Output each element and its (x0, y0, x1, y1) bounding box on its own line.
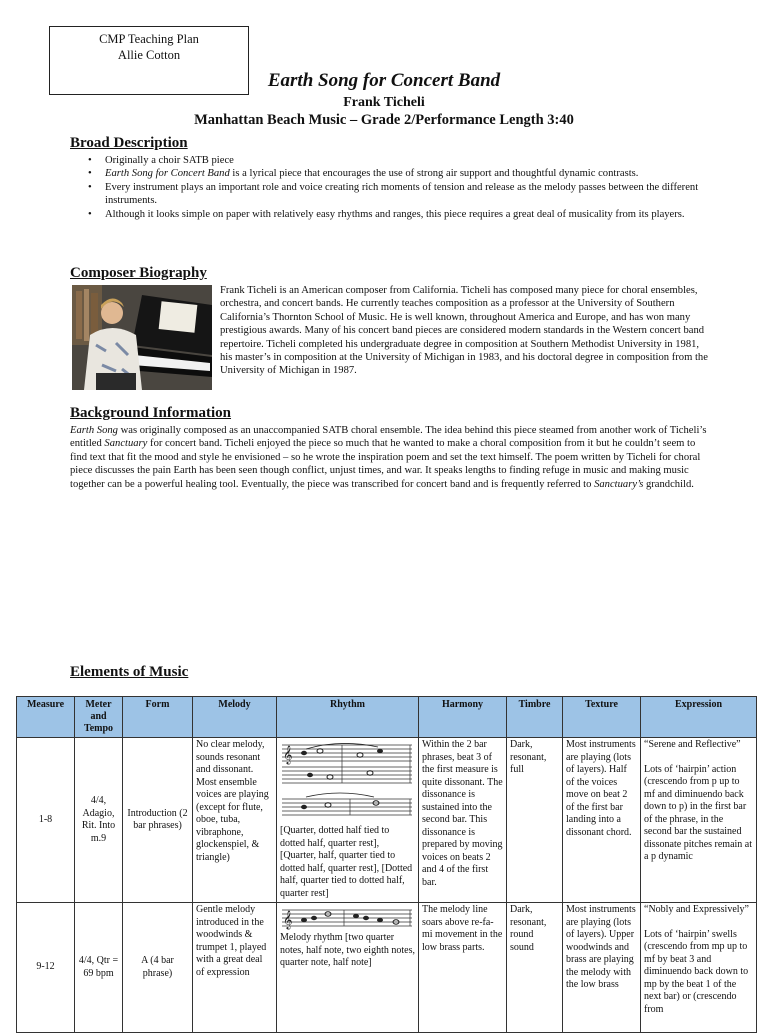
broad-description-list (70, 154, 710, 221)
svg-text:𝄞: 𝄞 (283, 910, 293, 929)
column-header: Meter and Tempo (75, 697, 123, 738)
bullet-icon: • (88, 168, 92, 180)
rhythm-text: Melody rhythm [two quarter notes, half note, two eighth notes, quarter note, half note] (280, 932, 415, 968)
elements-of-music-table (16, 696, 757, 1033)
expression-marking: “Nobly and Expressively” (644, 904, 749, 915)
composer-biography-heading: Composer Biography (70, 265, 207, 281)
column-header: Texture (563, 697, 641, 738)
background-information-text: Earth Song was originally composed as an unaccompanied SATB choral ensemble. The idea behind this piece steamed from another work of Ticheli’s entitled Sanctuary for concert band. Ticheli enjoyed the piece so much that he wanted to make a choral composition from it but he couldn’t seem to find text that fit the mood and style he envisioned – so he wrote the inspiration poem and set the text himself. The poem written by Ticheli for choral piece discusses the pain Earth has been seen though conflict, unjust times, and war. It speaks lengths to finding refuge in music and making music together can be a powerful healing tool. Eventually, the piece was transcribed for concert band and is frequently referred to Sanctuary’s grandchild. (70, 425, 707, 490)
rhythm-text: [Quarter, dotted half tied to dotted half, quarter rest], [Quarter, half, quarter tied to dotted half, quarter rest], [Dotted half, quarter tied to dotted half, quarter rest] (280, 825, 413, 899)
melody-cell: Gentle melody introduced in the woodwinds & trumpet 1, played with a great deal of expression (193, 903, 277, 1033)
list-item: • Although it looks simple on paper with relatively easy rhythms and ranges, this piece requires a great deal of musicality from its players. (88, 208, 685, 220)
column-header: Melody (193, 697, 277, 738)
music-notation-image (280, 906, 414, 932)
column-header: Expression (641, 697, 757, 738)
column-header: Rhythm (277, 697, 419, 738)
meter-cell: 4/4, Qtr = 69 bpm (75, 903, 123, 1033)
piece-title: Earth Song for Concert Band (267, 70, 501, 91)
author-name: Allie Cotton (117, 48, 181, 62)
expression-notes: Lots of ‘hairpin’ swells (crescendo from mp up to mf by beat 3 and diminuendo back down to mp by the beat 1 of the next bar) or (crescendo from (644, 928, 749, 1015)
expression-cell (641, 738, 757, 903)
composer-name: Frank Ticheli (343, 95, 425, 110)
list-item: • Every instrument plays an important role and voice creating rich moments of tension and release as the melody passes between the different instruments. (88, 181, 699, 207)
bullet-icon: • (88, 208, 92, 220)
column-header: Measure (17, 697, 75, 738)
table-header-row (17, 697, 757, 738)
form-cell: Introduction (2 bar phrases) (123, 738, 193, 903)
bullet-icon: • (88, 155, 92, 166)
texture-cell: Most instruments are playing (lots of layers). Upper woodwinds and brass are playing the melody with the low brass (563, 903, 641, 1033)
broad-description-heading: Broad Description (70, 135, 188, 151)
composer-biography-text: Frank Ticheli is an American composer from California. Ticheli has composed many piece for choral ensembles, orchestra, and concert bands. He currently teaches composition as a professor at the University of Southern California’s Thornton School of Music. He is well known, throughout America and Europe, and has won many prestigious awards. Many of his concert band pieces are considered modern standards in the Western concert band repertoire. Ticheli completed his undergraduate degree in composition at Southern Methodist University in 1981, his master’s in composition at the University of Michigan in 1983, and his doctoral degree in composition from the University of Michigan in 1987. (220, 285, 708, 377)
rhythm-cell (277, 903, 419, 1033)
form-cell: A (4 bar phrase) (123, 903, 193, 1033)
measure-cell: 1-8 (17, 738, 75, 903)
publisher-line: Manhattan Beach Music – Grade 2/Performance Length 3:40 (194, 112, 574, 128)
background-information-heading: Background Information (70, 405, 232, 421)
texture-cell: Most instruments are playing (lots of layers). Half of the voices move on beat 2 of the first bar landing into a dissonant chord. (563, 738, 641, 903)
list-item: • Earth Song for Concert Band is a lyrical piece that encourages the use of strong air support and thoughtful dynamic contrasts. (88, 168, 639, 180)
bullet-icon: • (88, 181, 92, 193)
rhythm-cell (277, 738, 419, 903)
harmony-cell: The melody line soars above re-fa-mi movement in the low brass parts. (419, 903, 507, 1033)
meter-cell: 4/4, Adagio, Rit. Into m.9 (75, 738, 123, 903)
measure-cell: 9-12 (17, 903, 75, 1033)
melody-cell: No clear melody, sounds resonant and dissonant. Most ensemble voices are playing (except for flute, oboe, tuba, vibraphone, glockenspiel, & triangle) (193, 738, 277, 903)
column-header: Form (123, 697, 193, 738)
elements-of-music-heading: Elements of Music (70, 664, 189, 680)
expression-notes: Lots of ‘hairpin’ action (crescendo from p up to mf and diminuendo back down to p) in the first bar of the phrase, in the second bar the sustained dissonate pitches remain at a p dynamic (644, 763, 753, 862)
timbre-cell: Dark, resonant, round sound (507, 903, 563, 1033)
composer-photo (72, 285, 212, 390)
column-header: Timbre (507, 697, 563, 738)
music-notation-image (280, 741, 414, 825)
plan-title: CMP Teaching Plan (99, 32, 199, 46)
expression-marking: “Serene and Reflective” (644, 739, 741, 750)
table-row (17, 903, 757, 1033)
timbre-cell: Dark, resonant, full (507, 738, 563, 903)
harmony-cell: Within the 2 bar phrases, beat 3 of the first measure is quite dissonant. The dissonance is sustained into the second bar. This dissonance is prepared by moving voices on beats 2 and 4 of the first bar. (419, 738, 507, 903)
list-item: • Originally a choir SATB piece (88, 155, 234, 166)
svg-text:𝄞: 𝄞 (283, 745, 293, 764)
table-row (17, 738, 757, 903)
expression-cell (641, 903, 757, 1033)
column-header: Harmony (419, 697, 507, 738)
